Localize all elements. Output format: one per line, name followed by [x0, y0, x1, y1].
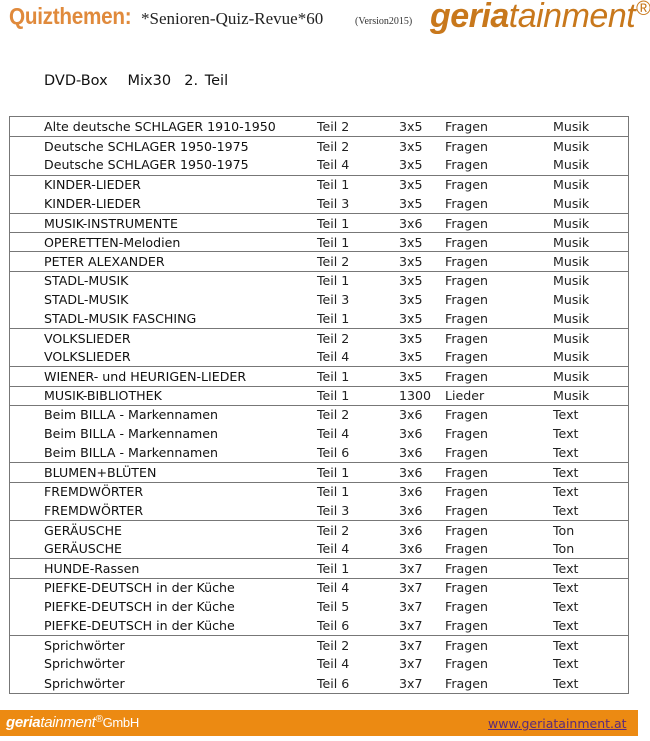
- question-count: 3x7: [399, 580, 423, 596]
- count-unit: Fragen: [445, 119, 488, 135]
- table-row: [10, 347, 628, 366]
- topic-title: Deutsche SCHLAGER 1950-1975: [44, 138, 249, 154]
- question-count: 3x7: [399, 656, 423, 672]
- topic-part: Teil 1: [317, 369, 350, 385]
- count-unit: Fragen: [445, 580, 488, 596]
- topic-title: KINDER-LIEDER: [44, 177, 141, 193]
- footer-bar: [0, 710, 638, 736]
- count-unit: Fragen: [445, 215, 488, 231]
- topic-title: GERÄUSCHE: [44, 541, 123, 557]
- topic-part: Teil 3: [317, 291, 350, 307]
- topic-title: Deutsche SCHLAGER 1950-1975: [44, 157, 249, 173]
- footer-brand: [6, 714, 139, 731]
- table-row: [10, 386, 628, 405]
- topic-title: STADL-MUSIK FASCHING: [44, 310, 197, 326]
- topic-category: Musik: [553, 234, 590, 250]
- count-unit: Fragen: [445, 195, 488, 211]
- question-count: 3x7: [399, 637, 423, 653]
- table-row: [10, 271, 628, 290]
- website-link[interactable]: www.geriatainment.at: [488, 716, 627, 731]
- subtitle-mix: Mix30: [127, 73, 172, 89]
- count-unit: Fragen: [445, 445, 488, 461]
- topic-category: Text: [553, 560, 579, 576]
- question-count: 3x6: [399, 484, 423, 500]
- topic-part: Teil 2: [317, 330, 350, 346]
- topic-part: Teil 4: [317, 157, 350, 173]
- topic-category: Musik: [553, 369, 590, 385]
- topic-title: FREMDWÖRTER: [44, 484, 144, 500]
- question-count: 3x6: [399, 445, 423, 461]
- topic-part: Teil 1: [317, 388, 350, 404]
- topic-category: Musik: [553, 119, 590, 135]
- company-suffix: GmbH: [102, 715, 139, 730]
- count-unit: Fragen: [445, 369, 488, 385]
- table-row: [10, 654, 628, 673]
- topic-part: Teil 1: [317, 234, 350, 250]
- brand-logo: [430, 0, 650, 36]
- question-count: 3x5: [399, 119, 423, 135]
- question-count: 3x5: [399, 253, 423, 269]
- page-subtitle: [44, 73, 228, 89]
- topic-part: Teil 4: [317, 426, 350, 442]
- topic-title: Alte deutsche SCHLAGER 1910-1950: [44, 119, 276, 135]
- question-count: 3x5: [399, 273, 423, 289]
- topic-title: BLUMEN+BLÜTEN: [44, 464, 157, 480]
- question-count: 3x6: [399, 522, 423, 538]
- topic-part: Teil 1: [317, 177, 350, 193]
- question-count: 3x7: [399, 617, 423, 633]
- table-row: [10, 482, 628, 501]
- topic-category: Text: [553, 637, 579, 653]
- question-count: 3x6: [399, 426, 423, 442]
- table-row: [10, 213, 628, 232]
- count-unit: Fragen: [445, 541, 488, 557]
- topic-title: Beim BILLA - Markennamen: [44, 445, 219, 461]
- topic-title: Sprichwörter: [44, 637, 125, 653]
- topic-title: PIEFKE-DEUTSCH in der Küche: [44, 580, 235, 596]
- topic-category: Musik: [553, 310, 590, 326]
- topic-category: Ton: [553, 522, 575, 538]
- question-count: 3x5: [399, 157, 423, 173]
- topic-part: Teil 6: [317, 675, 350, 691]
- topic-category: Musik: [553, 388, 590, 404]
- table-row: [10, 309, 628, 328]
- topic-part: Teil 3: [317, 195, 350, 211]
- question-count: 3x5: [399, 330, 423, 346]
- topic-title: VOLKSLIEDER: [44, 330, 131, 346]
- table-row: [10, 424, 628, 443]
- count-unit: Fragen: [445, 560, 488, 576]
- topic-title: WIENER- und HEURIGEN-LIEDER: [44, 369, 247, 385]
- question-count: 3x5: [399, 195, 423, 211]
- topic-title: GERÄUSCHE: [44, 522, 123, 538]
- topic-part: Teil 1: [317, 464, 350, 480]
- topic-title: Sprichwörter: [44, 675, 125, 691]
- count-unit: Fragen: [445, 138, 488, 154]
- topic-part: Teil 2: [317, 407, 350, 423]
- topic-category: Text: [553, 407, 579, 423]
- count-unit: Fragen: [445, 157, 488, 173]
- count-unit: Fragen: [445, 598, 488, 614]
- table-row: [10, 673, 628, 692]
- topic-category: Text: [553, 617, 579, 633]
- topic-part: Teil 6: [317, 617, 350, 633]
- topic-title: PETER ALEXANDER: [44, 253, 165, 269]
- count-unit: Fragen: [445, 522, 488, 538]
- question-count: 3x5: [399, 310, 423, 326]
- topic-part: Teil 2: [317, 522, 350, 538]
- table-row: [10, 635, 628, 654]
- table-row: [10, 175, 628, 194]
- table-row: [10, 117, 628, 136]
- topic-title: Beim BILLA - Markennamen: [44, 407, 219, 423]
- topic-part: Teil 1: [317, 273, 350, 289]
- topic-title: Beim BILLA - Markennamen: [44, 426, 219, 442]
- table-row: [10, 290, 628, 309]
- topic-category: Text: [553, 484, 579, 500]
- topic-part: Teil 2: [317, 138, 350, 154]
- topic-title: FREMDWÖRTER: [44, 502, 144, 518]
- count-unit: Fragen: [445, 273, 488, 289]
- table-row: [10, 462, 628, 481]
- question-count: 3x5: [399, 369, 423, 385]
- table-row: [10, 520, 628, 539]
- question-count: 3x6: [399, 215, 423, 231]
- registered-mark-icon: ®: [636, 0, 650, 20]
- topic-part: Teil 4: [317, 580, 350, 596]
- topic-part: Teil 6: [317, 445, 350, 461]
- count-unit: Fragen: [445, 464, 488, 480]
- quiz-topics-label: Quizthemen:: [9, 3, 132, 29]
- table-row: [10, 616, 628, 635]
- table-row: [10, 405, 628, 424]
- version-label: (Version2015): [355, 16, 413, 27]
- topic-part: Teil 4: [317, 541, 350, 557]
- table-row: [10, 194, 628, 213]
- table-row: [10, 578, 628, 597]
- topic-part: Teil 1: [317, 484, 350, 500]
- topic-title: MUSIK-INSTRUMENTE: [44, 215, 178, 231]
- question-count: 3x5: [399, 234, 423, 250]
- count-unit: Fragen: [445, 637, 488, 653]
- footer-brand-bold: geria: [6, 714, 41, 731]
- topic-category: Ton: [553, 541, 575, 557]
- topic-part: Teil 2: [317, 119, 350, 135]
- count-unit: Fragen: [445, 330, 488, 346]
- question-count: 3x5: [399, 138, 423, 154]
- topic-part: Teil 4: [317, 656, 350, 672]
- topic-category: Musik: [553, 349, 590, 365]
- question-count: 3x7: [399, 560, 423, 576]
- topic-part: Teil 2: [317, 637, 350, 653]
- question-count: 3x6: [399, 464, 423, 480]
- table-row: [10, 597, 628, 616]
- count-unit: Fragen: [445, 407, 488, 423]
- topic-title: OPERETTEN-Melodien: [44, 234, 181, 250]
- topic-part: Teil 3: [317, 502, 350, 518]
- table-row: [10, 558, 628, 577]
- table-row: [10, 155, 628, 174]
- table-row: [10, 232, 628, 251]
- topic-part: Teil 1: [317, 215, 350, 231]
- count-unit: Fragen: [445, 234, 488, 250]
- question-count: 3x7: [399, 675, 423, 691]
- brand-logo-rest: tainment: [508, 0, 636, 35]
- question-count: 3x6: [399, 541, 423, 557]
- topic-category: Text: [553, 580, 579, 596]
- question-count: 3x6: [399, 502, 423, 518]
- topic-title: Sprichwörter: [44, 656, 125, 672]
- table-row: [10, 328, 628, 347]
- question-count: 3x5: [399, 291, 423, 307]
- count-unit: Fragen: [445, 177, 488, 193]
- footer-brand-rest: tainment: [40, 714, 96, 731]
- topic-title: HUNDE-Rassen: [44, 560, 140, 576]
- topic-category: Musik: [553, 330, 590, 346]
- topic-category: Text: [553, 656, 579, 672]
- subtitle-part: 2. Teil: [184, 73, 229, 89]
- count-unit: Lieder: [445, 388, 485, 404]
- topics-table: [9, 116, 629, 694]
- topic-category: Text: [553, 502, 579, 518]
- topic-part: Teil 1: [317, 560, 350, 576]
- topic-category: Musik: [553, 253, 590, 269]
- question-count: 3x5: [399, 349, 423, 365]
- topic-category: Musik: [553, 138, 590, 154]
- question-count: 1300: [399, 388, 432, 404]
- topic-part: Teil 5: [317, 598, 350, 614]
- topic-category: Text: [553, 598, 579, 614]
- count-unit: Fragen: [445, 310, 488, 326]
- count-unit: Fragen: [445, 426, 488, 442]
- question-count: 3x6: [399, 407, 423, 423]
- topic-category: Text: [553, 445, 579, 461]
- count-unit: Fragen: [445, 291, 488, 307]
- topic-title: VOLKSLIEDER: [44, 349, 131, 365]
- brand-logo-bold: geria: [430, 0, 509, 35]
- topic-title: KINDER-LIEDER: [44, 195, 141, 211]
- topic-part: Teil 2: [317, 253, 350, 269]
- topic-category: Text: [553, 426, 579, 442]
- table-row: [10, 539, 628, 558]
- question-count: 3x5: [399, 177, 423, 193]
- series-title: *Senioren-Quiz-Revue*60: [141, 9, 324, 28]
- topic-title: PIEFKE-DEUTSCH in der Küche: [44, 617, 235, 633]
- topic-category: Text: [553, 464, 579, 480]
- question-count: 3x7: [399, 598, 423, 614]
- topic-part: Teil 1: [317, 310, 350, 326]
- table-row: [10, 136, 628, 155]
- table-row: [10, 366, 628, 385]
- topic-title: MUSIK-BIBLIOTHEK: [44, 388, 162, 404]
- subtitle-product: DVD-Box: [44, 73, 108, 89]
- count-unit: Fragen: [445, 675, 488, 691]
- count-unit: Fragen: [445, 253, 488, 269]
- topic-category: Musik: [553, 157, 590, 173]
- table-row: [10, 251, 628, 270]
- table-row: [10, 501, 628, 520]
- count-unit: Fragen: [445, 349, 488, 365]
- topic-category: Musik: [553, 177, 590, 193]
- table-row: [10, 443, 628, 462]
- topic-category: Musik: [553, 215, 590, 231]
- count-unit: Fragen: [445, 484, 488, 500]
- registered-mark-icon: ®: [95, 714, 103, 725]
- count-unit: Fragen: [445, 502, 488, 518]
- topic-category: Text: [553, 675, 579, 691]
- topic-category: Musik: [553, 291, 590, 307]
- topic-title: PIEFKE-DEUTSCH in der Küche: [44, 598, 235, 614]
- topic-title: STADL-MUSIK: [44, 291, 129, 307]
- page-header: [0, 0, 650, 50]
- topic-category: Musik: [553, 195, 590, 211]
- count-unit: Fragen: [445, 617, 488, 633]
- count-unit: Fragen: [445, 656, 488, 672]
- topic-part: Teil 4: [317, 349, 350, 365]
- topic-title: STADL-MUSIK: [44, 273, 129, 289]
- topic-category: Musik: [553, 273, 590, 289]
